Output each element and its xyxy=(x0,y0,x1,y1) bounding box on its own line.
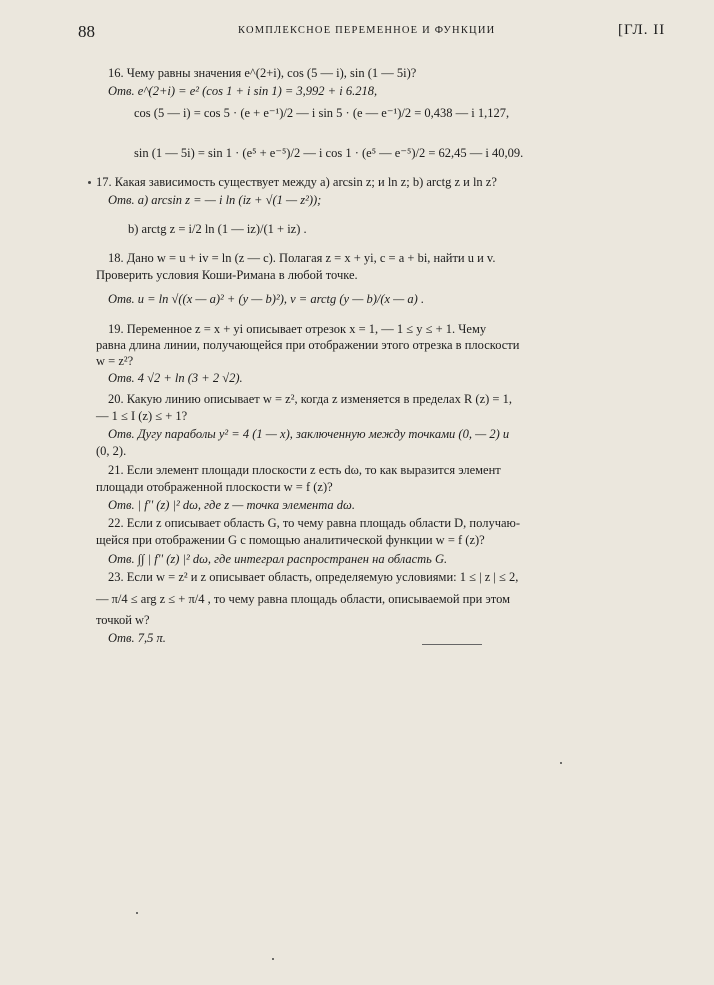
speck xyxy=(136,912,138,914)
problem-23-answer: Отв. 7,5 π. xyxy=(108,631,166,645)
problem-19-question-cont: равна длина линии, получающейся при отображении этого отрезка в плоскости xyxy=(96,338,520,352)
problem-16-answer-line3: sin (1 — 5i) = sin 1 · (e⁵ + e⁻⁵)/2 — i cos 1 · (e⁵ — e⁻⁵)/2 = 62,45 — i 40,09. xyxy=(134,146,524,160)
problem-21-answer: Отв. | f'' (z) |² dω, где z — точка элемента dω. xyxy=(108,498,355,512)
speck xyxy=(272,958,274,960)
chapter-mark: [ГЛ. II xyxy=(618,22,666,38)
page-header xyxy=(0,22,714,42)
problem-19-question: 19. Переменное z = x + yi описывает отрезок x = 1, — 1 ≤ y ≤ + 1. Чему xyxy=(108,322,487,336)
problem-21-question-cont: площади отображенной плоскости w = f (z)? xyxy=(96,480,333,494)
problem-23-question-end: точкой w? xyxy=(96,613,150,627)
problem-17-answer-b: b) arctg z = i/2 ln (1 — iz)/(1 + iz) . xyxy=(128,222,307,236)
problem-16-answer-line1: Отв. e^(2+i) = e² (cos 1 + i sin 1) = 3,992 + i 6.218, xyxy=(108,84,378,98)
problem-23-question-cont: — π/4 ≤ arg z ≤ + π/4 , то чему равна площадь области, описываемой при этом xyxy=(96,592,511,606)
problem-16-answer-line2: cos (5 — i) = cos 5 · (e + e⁻¹)/2 — i sin 5 · (e — e⁻¹)/2 = 0,438 — i 1,127, xyxy=(134,106,510,120)
page-end-dash xyxy=(422,644,482,645)
problem-20-question-cont: — 1 ≤ I (z) ≤ + 1? xyxy=(96,409,188,423)
problem-22-question-cont: щейся при отображении G с помощью аналитической функции w = f (z)? xyxy=(96,533,485,547)
problem-20-answer-cont: (0, 2). xyxy=(96,444,127,458)
problem-23-question: 23. Если w = z² и z описывает область, определяемую условиями: 1 ≤ | z | ≤ 2, xyxy=(108,570,519,584)
problem-22-answer: Отв. ∫∫ | f'' (z) |² dω, где интеграл распространен на область G. xyxy=(108,552,448,566)
problem-18-question-cont: Проверить условия Коши-Римана в любой точке. xyxy=(96,268,358,282)
problem-16-question: 16. Чему равны значения e^(2+i), cos (5 — i), sin (1 — 5i)? xyxy=(108,66,417,80)
running-title: КОМПЛЕКСНОЕ ПЕРЕМЕННОЕ И ФУНКЦИИ xyxy=(238,25,496,36)
speck xyxy=(560,762,562,764)
problem-20-question: 20. Какую линию описывает w = z², когда z изменяется в пределах R (z) = 1, xyxy=(108,392,512,406)
problem-19-question-end: w = z²? xyxy=(96,354,134,368)
page-number: 88 xyxy=(78,22,95,41)
problem-19-answer: Отв. 4 √2 + ln (3 + 2 √2). xyxy=(108,371,243,385)
problem-17-question: 17. Какая зависимость существует между a) arcsin z; и ln z; b) arctg z и ln z? xyxy=(96,175,497,189)
problem-20-answer: Отв. Дугу параболы y² = 4 (1 — x), заключенную между точками (0, — 2) и xyxy=(108,427,510,441)
problem-17-answer-a: Отв. a) arcsin z = — i ln (iz + √(1 — z²)); xyxy=(108,193,322,207)
problem-18-question: 18. Дано w = u + iv = ln (z — c). Полагая z = x + yi, c = a + bi, найти u и v. xyxy=(108,251,496,265)
problem-22-question: 22. Если z описывает область G, то чему равна площадь области D, получаю- xyxy=(108,516,521,530)
problem-18-answer: Отв. u = ln √((x — a)² + (y — b)²), v = arctg (y — b)/(x — a) . xyxy=(108,292,425,306)
problem-21-question: 21. Если элемент площади плоскости z есть dω, то как выразится элемент xyxy=(108,463,501,477)
margin-mark xyxy=(88,181,91,184)
